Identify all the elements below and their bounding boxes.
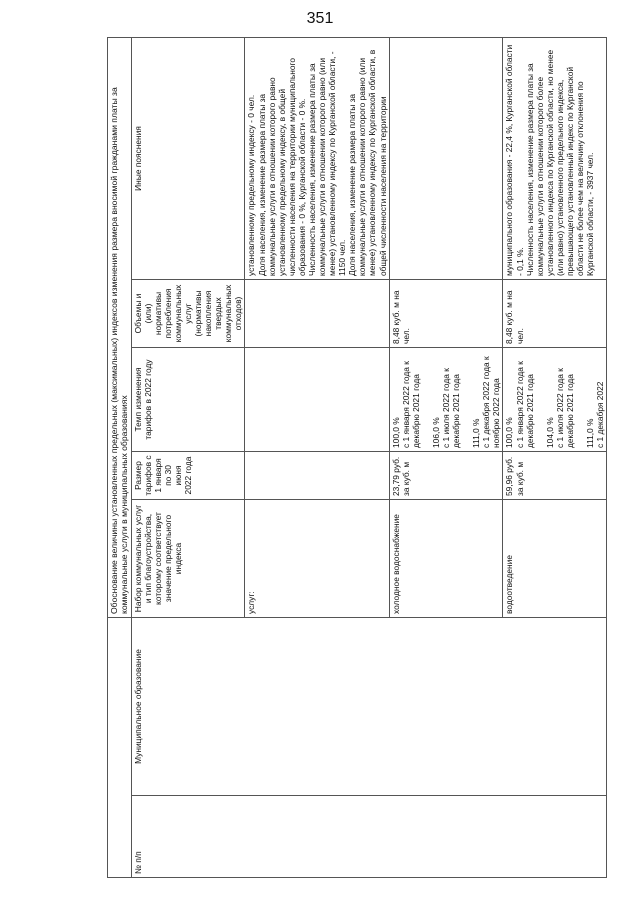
volume-cell	[245, 280, 389, 348]
service-cell: услуг:	[245, 500, 389, 618]
service-cell: холодное водоснабжение	[389, 500, 503, 618]
rate-cell: 100,0 % с 1 января 2022 года к декабрю 2021 года 106,0 % с 1 июля 2022 года к декабрю 2021 года 111,0 % с 1 декабря 2022 года к ноябрю 2022 года	[389, 348, 503, 452]
header-rate: Темп изменения тарифов в 2022 году	[131, 348, 245, 452]
header-row	[131, 38, 245, 878]
header-number: № п/п	[131, 796, 607, 878]
volume-cell: 8,48 куб. м на чел.	[389, 280, 503, 348]
other-cell: муниципального образования - 22,4 %, Курганской области - 0,1 %. Численность населения, изменение размера платы за коммунальные услуги в отношении которого более установленного индекса по Курганской области, но менее (или равно) установленного предельного индекса, превышающего установленный индекс по Курганской области не более чем на величину отклонения по Курганской области, - 3937 чел.	[503, 38, 607, 280]
service-cell: водоотведение	[503, 500, 607, 618]
volume-cell: 8,48 куб. м на чел.	[503, 280, 607, 348]
caption-row	[108, 38, 132, 878]
header-tariff: Размер тарифов с 1 января по 30 июня 2022 года	[131, 452, 245, 500]
table-stage	[107, 38, 607, 878]
tariff-cell: 59,96 руб. за куб. м	[503, 452, 607, 500]
tariff-cell	[245, 452, 389, 500]
header-volume: Объемы и (или) нормативы потребления коммунальных услуг (нормативы накопления твердых коммунальных отходов)	[131, 280, 245, 348]
tariff-cell: 23,79 руб. за куб. м	[389, 452, 503, 500]
other-cell	[389, 38, 503, 280]
rate-cell: 100,0 % с 1 января 2022 года к декабрю 2021 года 104,0 % с 1 июля 2022 года к декабрю 2021 года 111,0 % с 1 декабря 2022	[503, 348, 607, 452]
table-caption: Обоснование величины установленных предельных (максимальных) индексов изменения размера вносимой гражданами платы за коммунальные услуги в муниципальных образованиях	[108, 38, 132, 618]
rate-cell	[245, 348, 389, 452]
caption-spacer	[108, 618, 132, 878]
other-cell: установленному предельному индексу - 0 чел. Доля населения, изменение размера платы за коммунальные услуги в отношении которого равно установленному предельному индексу, в общей численности населения на территории муниципального образования - 0 %, Курганской области - 0 %. Численность населения, изменение размера платы за коммунальные услуги в отношении которого равно (или менее) установленному индексу по Курганской области, - 1150 чел. Доля населения, изменение размера платы за коммунальные услуги в отношении которого равно (или менее) установленному индексу по Курганской области, в общей численности населения на территории	[245, 38, 389, 280]
page-number: 351	[306, 10, 334, 27]
header-service-set: Набор коммунальных услуг и тип благоустройства, которому соответствует значение предельного индекса	[131, 500, 245, 618]
header-other: Иные пояснения	[131, 38, 245, 280]
header-municipality: Муниципальное образование	[131, 618, 607, 796]
justification-table	[107, 37, 607, 878]
